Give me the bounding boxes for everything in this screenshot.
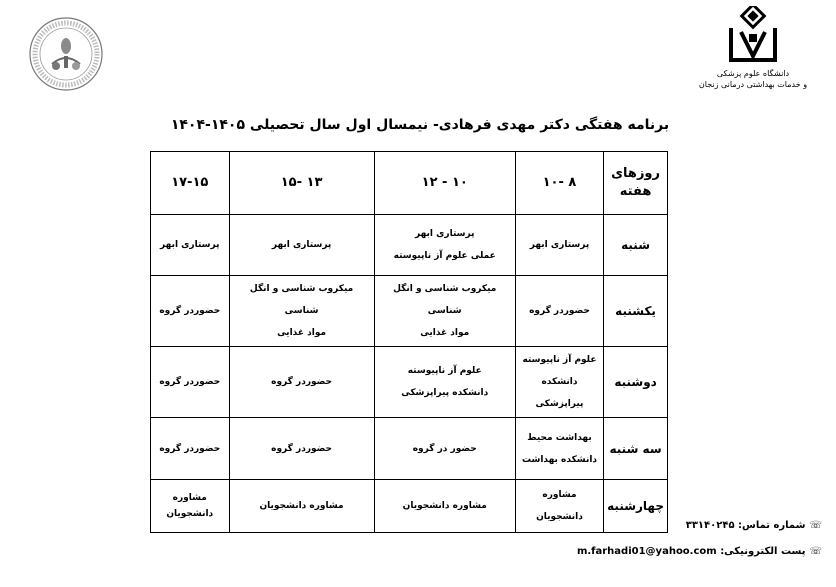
schedule-cell: علوم آز ناپیوسته دانشکده پیراپزشکی — [374, 347, 515, 418]
schedule-cell: مشاوره دانشجویان — [374, 480, 515, 533]
table-header-row — [151, 152, 668, 215]
time-header: ۱۵- ۱۳ — [229, 152, 374, 215]
schedule-cell: پرستاری ابهر — [515, 215, 603, 276]
schedule-cell: پرستاری ابهر عملی علوم آز ناپیوسته — [374, 215, 515, 276]
seal-emblem-icon — [28, 16, 104, 92]
schedule-cell: حضوردر گروه — [151, 276, 230, 347]
phone-icon: ☏ — [809, 546, 822, 557]
schedule-cell: حضوردر گروه — [151, 418, 230, 480]
schedule-cell: میکروب شناسی و انگل شناسی مواد غذایی — [374, 276, 515, 347]
schedule-cell: مشاوره دانشجویان — [515, 480, 603, 533]
university-logo — [698, 6, 808, 90]
day-cell: یکشنبه — [604, 276, 668, 347]
day-cell: سه شنبه — [604, 418, 668, 480]
weekly-schedule-table — [150, 151, 668, 533]
table-row — [151, 347, 668, 418]
day-cell: چهارشنبه — [604, 480, 668, 533]
schedule-cell: حضوردر گروه — [229, 418, 374, 480]
day-cell: دوشنبه — [604, 347, 668, 418]
schedule-cell: حضوردر گروه — [151, 347, 230, 418]
table-row — [151, 276, 668, 347]
day-cell: شنبه — [604, 215, 668, 276]
table-row — [151, 480, 668, 533]
schedule-cell: حضوردر گروه — [229, 347, 374, 418]
schedule-cell: میکروب شناسی و انگل شناسی مواد غذایی — [229, 276, 374, 347]
university-name-line2: و خدمات بهداشتی درمانی زنجان — [698, 80, 808, 89]
contact-phone: ☏شماره تماس: ۳۳۱۴۰۲۴۵ — [685, 520, 822, 531]
table-row — [151, 418, 668, 480]
schedule-cell: بهداشت محیط دانشکده بهداشت — [515, 418, 603, 480]
university-name-line1: دانشگاه علوم پزشکی — [716, 69, 790, 78]
schedule-cell: مشاوره دانشجویان — [151, 480, 230, 533]
email-address: m.farhadi01@yahoo.com — [576, 546, 717, 557]
time-header: ۱۲ - ۱۰ — [374, 152, 515, 215]
page-title: برنامه هفتگی دکتر مهدی فرهادی- نیمسال اول سال تحصیلی ۱۴۰۵-۱۴۰۴ — [170, 117, 670, 133]
schedule-cell: پرستاری ابهر — [229, 215, 374, 276]
schedule-cell: حضوردر گروه — [515, 276, 603, 347]
seal-logo — [28, 16, 104, 92]
schedule-cell: حضور در گروه — [374, 418, 515, 480]
time-header: ۱۷-۱۵ — [151, 152, 230, 215]
university-emblem-icon — [723, 6, 783, 64]
contact-email: ☏پست الکترونیکی: m.farhadi01@yahoo.com — [576, 546, 822, 557]
schedule-cell: علوم آز ناپیوسته دانشکده پیراپزشکی — [515, 347, 603, 418]
table-row — [151, 215, 668, 276]
corner-cell: روزهای هفته — [604, 152, 668, 215]
phone-icon: ☏ — [809, 520, 822, 531]
time-header: ۱۰- ۸ — [515, 152, 603, 215]
schedule-cell: مشاوره دانشجویان — [229, 480, 374, 533]
schedule-cell: پرستاری ابهر — [151, 215, 230, 276]
